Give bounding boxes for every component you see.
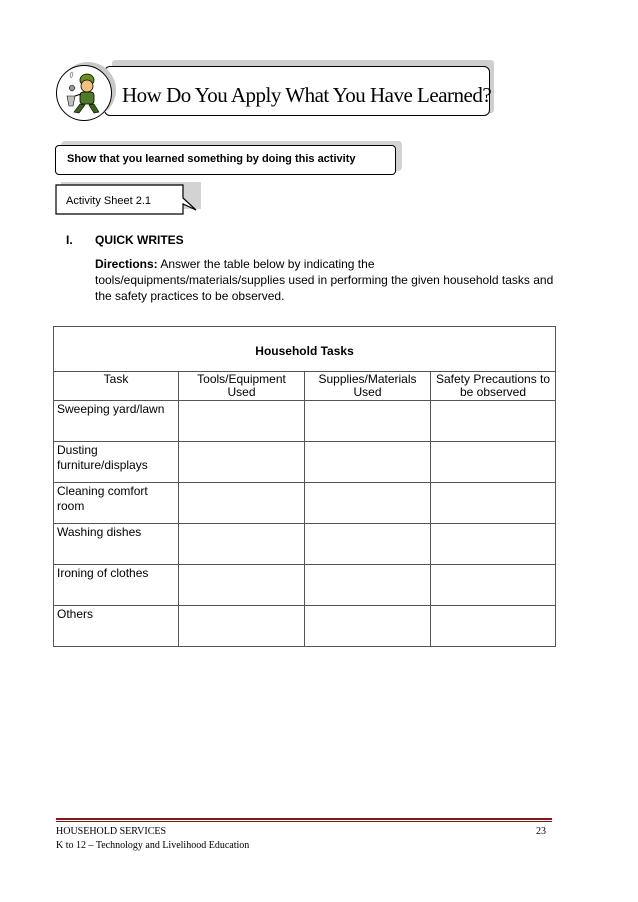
- column-header-supplies: Supplies/Materials Used: [305, 372, 431, 401]
- table-caption: Household Tasks: [54, 327, 556, 372]
- table-row: [54, 565, 556, 606]
- column-header-tools: Tools/Equipment Used: [179, 372, 305, 401]
- footer-rule-thin: [56, 821, 552, 822]
- supplies-cell[interactable]: [305, 606, 431, 647]
- directions-text: Answer the table below by indicating the tools/equipments/materials/supplies used in performing the given household tasks and the safety practices to be observed.: [95, 257, 554, 303]
- supplies-cell[interactable]: [305, 442, 431, 483]
- activity-sheet-label: Activity Sheet 2.1: [66, 195, 151, 207]
- safety-cell[interactable]: [431, 524, 556, 565]
- footer-rule: [56, 818, 552, 820]
- task-cell: Cleaning comfort room: [54, 483, 179, 524]
- section-number: I.: [66, 233, 73, 247]
- household-tasks-table: [53, 326, 556, 647]
- tools-cell[interactable]: [179, 442, 305, 483]
- tools-cell[interactable]: [179, 606, 305, 647]
- tools-cell[interactable]: [179, 401, 305, 442]
- table-row: [54, 401, 556, 442]
- safety-cell[interactable]: [431, 565, 556, 606]
- column-header-safety: Safety Precautions to be observed: [431, 372, 556, 401]
- directions-paragraph: [95, 256, 565, 304]
- prompt-text: Show that you learned something by doing this activity: [67, 153, 356, 165]
- task-cell: Washing dishes: [54, 524, 179, 565]
- tools-cell[interactable]: [179, 524, 305, 565]
- page-title: How Do You Apply What You Have Learned?: [122, 83, 492, 107]
- task-cell: Ironing of clothes: [54, 565, 179, 606]
- supplies-cell[interactable]: [305, 524, 431, 565]
- directions-label: Directions:: [95, 257, 158, 271]
- table-header-row: [54, 372, 556, 401]
- section-title: QUICK WRITES: [95, 233, 184, 247]
- safety-cell[interactable]: [431, 401, 556, 442]
- table-row: [54, 442, 556, 483]
- safety-cell[interactable]: [431, 483, 556, 524]
- task-cell: Dusting furniture/displays: [54, 442, 179, 483]
- task-cell: Sweeping yard/lawn: [54, 401, 179, 442]
- table-row: [54, 483, 556, 524]
- table-row: [54, 524, 556, 565]
- supplies-cell[interactable]: [305, 565, 431, 606]
- supplies-cell[interactable]: [305, 401, 431, 442]
- table-row: [54, 606, 556, 647]
- tools-cell[interactable]: [179, 483, 305, 524]
- page-number: 23: [536, 826, 546, 837]
- footer-program: K to 12 – Technology and Livelihood Education: [56, 840, 250, 851]
- task-cell: Others: [54, 606, 179, 647]
- footer-course-title: HOUSEHOLD SERVICES: [56, 826, 167, 837]
- tools-cell[interactable]: [179, 565, 305, 606]
- supplies-cell[interactable]: [305, 483, 431, 524]
- column-header-task: Task: [54, 372, 179, 401]
- mascot-illustration-icon: [56, 65, 112, 121]
- safety-cell[interactable]: [431, 606, 556, 647]
- safety-cell[interactable]: [431, 442, 556, 483]
